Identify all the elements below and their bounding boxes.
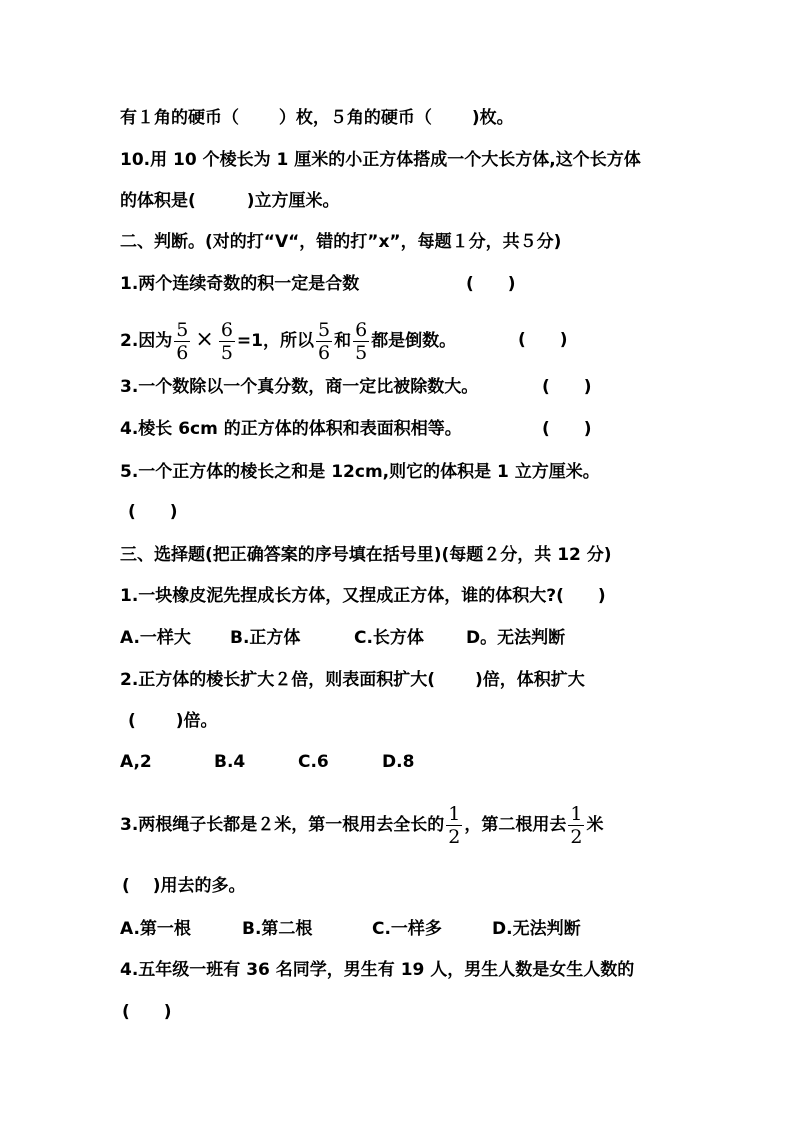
section2-heading: 二、判断。(对的打“V“，错的打”x”，每题１分，共５分): [120, 232, 562, 252]
section3-heading: 三、选择题(把正确答案的序号填在括号里)(每题２分，共 12 分): [120, 545, 612, 565]
fraction-numerator: 6: [355, 318, 368, 341]
option-b[interactable]: B.正方体: [230, 628, 301, 648]
choice-q4-answer[interactable]: ( ): [122, 1002, 172, 1022]
judge-q3-answer[interactable]: ( ): [542, 377, 592, 397]
option-d[interactable]: D.无法判断: [492, 919, 581, 939]
option-a[interactable]: A.一样大: [120, 628, 191, 648]
q10-line1: 10.用 10 个棱长为 1 厘米的小正方体搭成一个大长方体,这个长方体: [120, 150, 641, 170]
fraction-one-half: [446, 803, 462, 848]
fraction-numerator: 5: [318, 318, 331, 341]
fraction-denominator: 5: [220, 341, 233, 364]
choice-q2: 2.正方体的棱长扩大２倍，则表面积扩大( )倍，体积扩大: [120, 670, 585, 690]
fraction-six-fifths: [219, 319, 235, 364]
option-a[interactable]: A.第一根: [120, 919, 191, 939]
choice-q3-text-b: ，第二根用去: [464, 815, 567, 835]
choice-q2-continuation: ( )倍。: [128, 711, 218, 731]
judge-q4: 4.棱长 6cm 的正方体的体积和表面积相等。: [120, 419, 462, 439]
times-sign: ×: [195, 327, 214, 352]
judge-q5-answer[interactable]: ( ): [128, 502, 178, 522]
judge-q2-text-a: 2.因为: [120, 331, 173, 351]
fraction-numerator: 6: [220, 318, 233, 341]
judge-q1: [120, 272, 359, 296]
option-c[interactable]: C.6: [298, 752, 329, 772]
judge-q2-text-b: =1，所以: [236, 331, 314, 351]
judge-q2-text-c: 和: [334, 331, 352, 351]
judge-q3: 3.一个数除以一个真分数，商一定比被除数大。: [120, 377, 479, 397]
choice-q1: 1.一块橡皮泥先捏成长方体，又捏成正方体，谁的体积大?( ): [120, 586, 606, 606]
choice-q4: 4.五年级一班有 36 名同学，男生有 19 人，男生人数是女生人数的: [120, 960, 635, 980]
fraction-denominator: 6: [318, 341, 331, 364]
judge-q5: 5.一个正方体的棱长之和是 12cm,则它的体积是 1 立方厘米。: [120, 462, 600, 482]
fraction-numerator: 1: [570, 802, 583, 825]
option-c[interactable]: C.长方体: [354, 628, 424, 648]
choice-q3-text-c: 米: [586, 815, 604, 835]
judge-q4-answer[interactable]: ( ): [542, 419, 592, 439]
judge-q2-text-d: 都是倒数。: [371, 331, 457, 351]
judge-q1-text: 1.两个连续奇数的积一定是合数: [120, 274, 360, 294]
judge-q2: [120, 310, 456, 371]
choice-q3: [120, 795, 603, 855]
judge-q2-answer[interactable]: ( ): [518, 330, 568, 350]
option-a[interactable]: A,2: [120, 752, 152, 772]
fraction-denominator: 6: [176, 341, 189, 364]
fraction-denominator: 2: [570, 825, 583, 848]
option-d[interactable]: D.8: [382, 752, 415, 772]
option-b[interactable]: B.第二根: [242, 919, 313, 939]
choice-q3-text-a: 3.两根绳子长都是２米，第一根用去全长的: [120, 815, 445, 835]
fraction-five-sixths: [174, 319, 190, 364]
judge-q1-answer[interactable]: ( ): [466, 274, 516, 294]
fraction-denominator: 2: [448, 825, 461, 848]
fraction-five-sixths: [316, 319, 332, 364]
option-b[interactable]: B.4: [214, 752, 246, 772]
option-d[interactable]: D。无法判断: [466, 628, 566, 648]
fraction-denominator: 5: [355, 341, 368, 364]
fraction-numerator: 5: [176, 318, 189, 341]
option-c[interactable]: C.一样多: [372, 919, 442, 939]
fraction-numerator: 1: [448, 802, 461, 825]
choice-q3-continuation: ( )用去的多。: [122, 876, 246, 896]
q9-continuation: 有１角的硬币（ ）枚，５角的硬币（ )枚。: [120, 108, 514, 128]
fraction-six-fifths: [353, 319, 369, 364]
fraction-one-half: [568, 803, 584, 848]
q10-line2: 的体积是( )立方厘米。: [120, 191, 340, 211]
